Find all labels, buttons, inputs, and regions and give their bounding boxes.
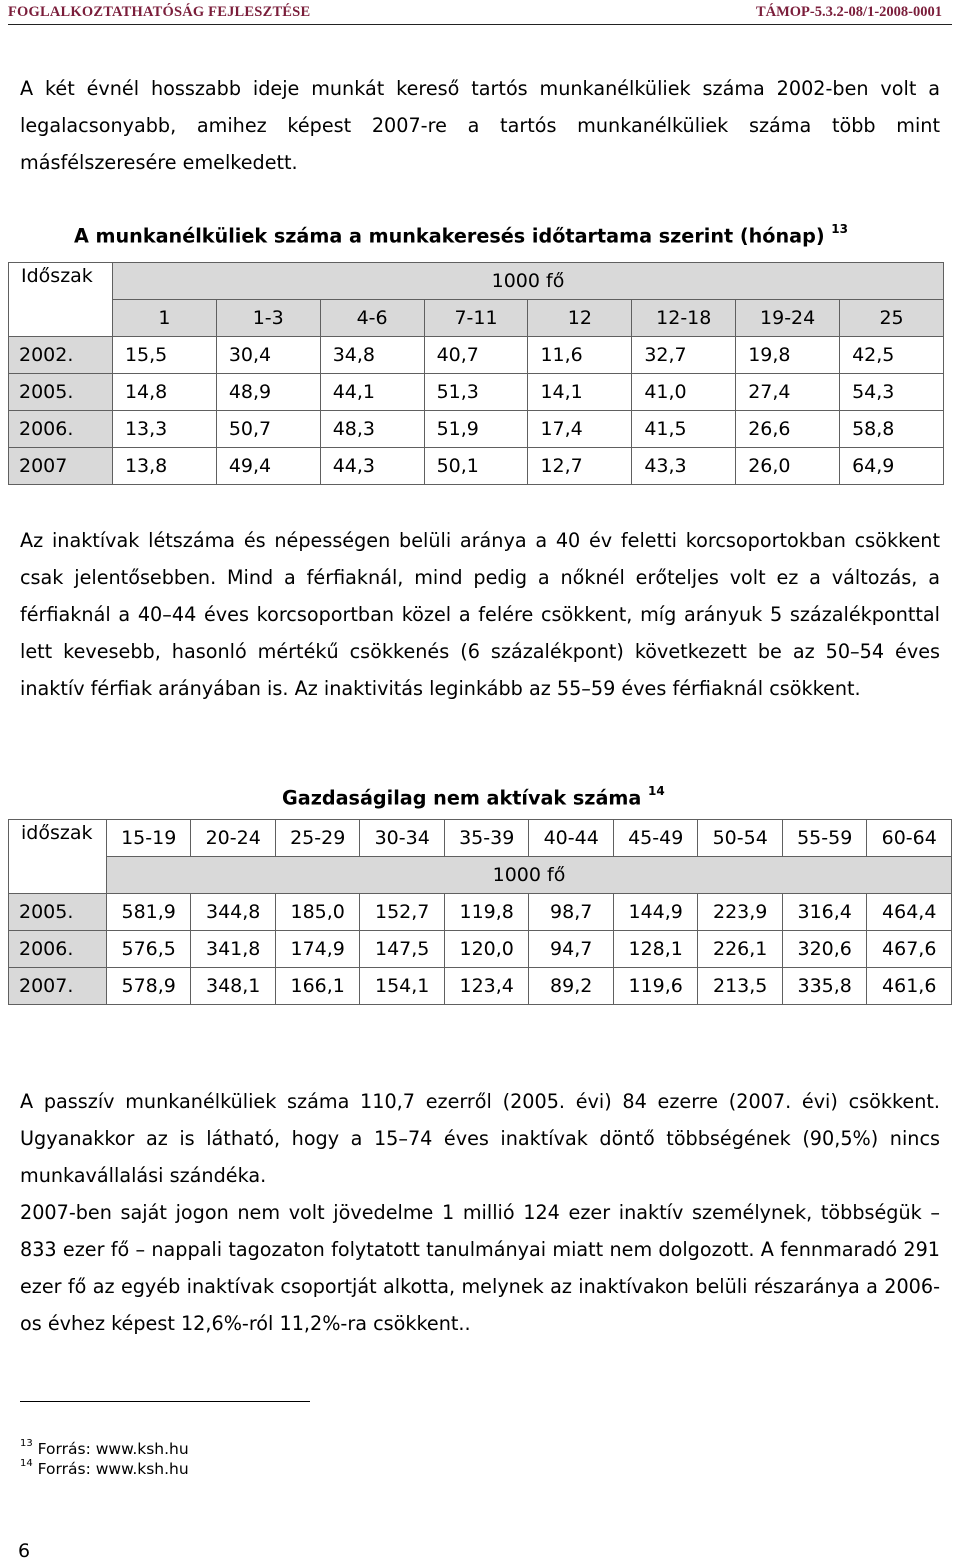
table1-value-cell: 44,3: [320, 448, 424, 485]
table2-value-cell: 578,9: [106, 968, 191, 1005]
table2-value-cell: 89,2: [529, 968, 614, 1005]
table1-column-header: 12-18: [632, 300, 736, 337]
table1-column-header: 4-6: [320, 300, 424, 337]
footnote-14-text: Forrás: www.ksh.hu: [37, 1460, 189, 1479]
table-row: [9, 337, 944, 374]
table1-value-cell: 14,8: [112, 374, 216, 411]
table2-value-cell: 213,5: [698, 968, 783, 1005]
table2-value-cell: 128,1: [613, 931, 698, 968]
table2-value-cell: 144,9: [613, 894, 698, 931]
table1-value-cell: 12,7: [528, 448, 632, 485]
table1-value-cell: 43,3: [632, 448, 736, 485]
table1-value-cell: 15,5: [112, 337, 216, 374]
table2-column-header: 40-44: [529, 820, 614, 857]
table2-value-cell: 185,0: [275, 894, 360, 931]
table-row: [9, 448, 944, 485]
table1-value-cell: 27,4: [736, 374, 840, 411]
table1-value-cell: 48,3: [320, 411, 424, 448]
table2-value-cell: 461,6: [867, 968, 952, 1005]
table-row: [9, 411, 944, 448]
table1-title: [74, 224, 848, 247]
table1-unit-header: 1000 fő: [112, 263, 943, 300]
table2-period-cell: 2006.: [9, 931, 107, 968]
table2-column-header: 20-24: [191, 820, 276, 857]
table1-value-cell: 26,6: [736, 411, 840, 448]
table1-value-cell: 48,9: [216, 374, 320, 411]
table1-value-cell: 51,3: [424, 374, 528, 411]
table1-period-cell: 2006.: [9, 411, 113, 448]
table1-column-header: 19-24: [736, 300, 840, 337]
table1-value-cell: 54,3: [840, 374, 944, 411]
table2-column-header: 55-59: [782, 820, 867, 857]
table2-value-cell: 316,4: [782, 894, 867, 931]
table-row: [9, 931, 952, 968]
table1-value-cell: 58,8: [840, 411, 944, 448]
table2-value-cell: 223,9: [698, 894, 783, 931]
table2-value-cell: 174,9: [275, 931, 360, 968]
table2-value-cell: 576,5: [106, 931, 191, 968]
table1-column-header: 12: [528, 300, 632, 337]
table1-header-row: [9, 263, 944, 300]
table2-value-cell: 166,1: [275, 968, 360, 1005]
paragraph-inactive-population: Az inaktívak létszáma és népességen belüli aránya a 40 év feletti korcsoportokban csökkent csak jelentősebben. Mind a férfiaknál, mind pedig a nőknél erőteljes volt ez a változás, a férfiaknál a 40–44 éves korcsoportban közel a felére csökkent, míg arányuk 5 százalékponttal lett kevesebb, hasonló mértékű csökkenés (6 százalékpont) következett be az 50–54 éves inaktív férfiak arányában is. Az inaktivitás leginkább az 55–59 éves férfiaknál csökkent.: [20, 529, 940, 700]
table1-value-cell: 50,7: [216, 411, 320, 448]
table1-period-cell: 2002.: [9, 337, 113, 374]
table2-value-cell: 119,6: [613, 968, 698, 1005]
table2-column-header: 60-64: [867, 820, 952, 857]
table2-value-cell: 119,8: [444, 894, 529, 931]
table2-value-cell: 154,1: [360, 968, 445, 1005]
table2-value-cell: 344,8: [191, 894, 276, 931]
table1-column-header: 1-3: [216, 300, 320, 337]
table1-value-cell: 11,6: [528, 337, 632, 374]
table1-title-text: A munkanélküliek száma a munkakeresés időtartama szerint (hónap): [74, 224, 825, 248]
table2-value-cell: 152,7: [360, 894, 445, 931]
table1-value-cell: 13,8: [112, 448, 216, 485]
table2-value-cell: 320,6: [782, 931, 867, 968]
table2-footnote-ref: 14: [648, 784, 665, 798]
table2-period-header: időszak: [9, 820, 107, 894]
table1-value-cell: 34,8: [320, 337, 424, 374]
header-rule: [8, 24, 952, 25]
table2-value-cell: 226,1: [698, 931, 783, 968]
table1-value-cell: 19,8: [736, 337, 840, 374]
table-row: [9, 968, 952, 1005]
page-header: [0, 0, 960, 26]
table1-value-cell: 42,5: [840, 337, 944, 374]
table2-period-cell: 2005.: [9, 894, 107, 931]
table2-column-header: 45-49: [613, 820, 698, 857]
table1-value-cell: 50,1: [424, 448, 528, 485]
table2-value-cell: 467,6: [867, 931, 952, 968]
table2-title: [282, 786, 665, 809]
unemployment-duration-table: [8, 262, 944, 485]
table1-value-cell: 51,9: [424, 411, 528, 448]
table2-value-cell: 341,8: [191, 931, 276, 968]
table2-column-header: 35-39: [444, 820, 529, 857]
header-left-title: FOGLALKOZTATHATÓSÁG FEJLESZTÉSE: [8, 4, 311, 20]
table1-column-headers: [9, 300, 944, 337]
footnote-rule: [20, 1401, 310, 1402]
table2-value-cell: 98,7: [529, 894, 614, 931]
table2-value-cell: 147,5: [360, 931, 445, 968]
page-number: 6: [18, 1540, 31, 1562]
table2-column-header: 15-19: [106, 820, 191, 857]
table1-column-header: 25: [840, 300, 944, 337]
table1-value-cell: 49,4: [216, 448, 320, 485]
table2-column-headers: [9, 820, 952, 857]
table2-value-cell: 464,4: [867, 894, 952, 931]
table1-footnote-ref: 13: [831, 222, 848, 236]
footnote-14-number: 14: [20, 1458, 33, 1469]
table1-value-cell: 13,3: [112, 411, 216, 448]
table-row: [9, 374, 944, 411]
paragraph-no-income: 2007-ben saját jogon nem volt jövedelme 1 millió 124 ezer inaktív személynek, többségük – 833 ezer fő – nappali tagozaton folytatott tanulmányai miatt nem dolgozott. A fennmaradó 291 ezer fő az egyéb inaktívak csoportját alkotta, melynek az inaktívakon belüli részaránya a 2006-os évhez képest 12,6%-ról 11,2%-ra csökkent..: [20, 1201, 940, 1335]
footnote-13-text: Forrás: www.ksh.hu: [37, 1440, 189, 1459]
table2-unit-header: 1000 fő: [106, 857, 951, 894]
paragraph-passive-unemployed: A passzív munkanélküliek száma 110,7 ezerről (2005. évi) 84 ezerre (2007. évi) csökkent. Ugyanakkor az is látható, hogy a 15–74 éves inaktívak döntő többségének (90,5%) nincs munkavállalási szándéka.: [20, 1090, 940, 1187]
economically-inactive-table: [8, 819, 952, 1005]
table2-value-cell: 348,1: [191, 968, 276, 1005]
table1-value-cell: 14,1: [528, 374, 632, 411]
table2-column-header: 25-29: [275, 820, 360, 857]
footnote-13-number: 13: [20, 1438, 33, 1449]
table1-value-cell: 64,9: [840, 448, 944, 485]
table1-value-cell: 41,0: [632, 374, 736, 411]
table1-column-header: 7-11: [424, 300, 528, 337]
table2-value-cell: 335,8: [782, 968, 867, 1005]
table-row: [9, 894, 952, 931]
table2-value-cell: 581,9: [106, 894, 191, 931]
table1-value-cell: 17,4: [528, 411, 632, 448]
table1-value-cell: 41,5: [632, 411, 736, 448]
table1-value-cell: 30,4: [216, 337, 320, 374]
table2-value-cell: 123,4: [444, 968, 529, 1005]
table2-title-text: Gazdaságilag nem aktívak száma: [282, 786, 642, 810]
table1-period-cell: 2007: [9, 448, 113, 485]
table2-column-header: 30-34: [360, 820, 445, 857]
table2-unit-row: [9, 857, 952, 894]
table1-value-cell: 26,0: [736, 448, 840, 485]
table1-value-cell: 40,7: [424, 337, 528, 374]
table1-period-header: Időszak: [9, 263, 113, 337]
table2-column-header: 50-54: [698, 820, 783, 857]
table1-period-cell: 2005.: [9, 374, 113, 411]
table1-value-cell: 32,7: [632, 337, 736, 374]
header-project-code: TÁMOP-5.3.2-08/1-2008-0001: [755, 4, 942, 20]
footnote-14: [20, 1456, 189, 1479]
table1-column-header: 1: [112, 300, 216, 337]
table1-value-cell: 44,1: [320, 374, 424, 411]
paragraph-long-term-unemployed: A két évnél hosszabb ideje munkát kereső tartós munkanélküliek száma 2002-ben volt a legalacsonyabb, amihez képest 2007-re a tartós munkanélküliek száma több mint másfélszeresére emelkedett.: [20, 77, 940, 174]
table2-period-cell: 2007.: [9, 968, 107, 1005]
table2-value-cell: 120,0: [444, 931, 529, 968]
table2-value-cell: 94,7: [529, 931, 614, 968]
